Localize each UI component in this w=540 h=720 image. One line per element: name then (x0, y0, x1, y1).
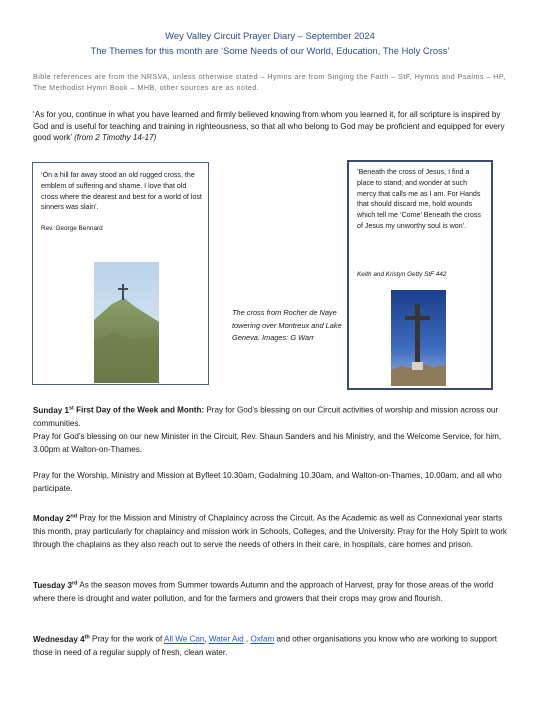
references-note: Bible references are from the NRSVA, unless otherwise stated – Hymns are from Singing the Faith – StF, Hymns and Psalms – HP, The Methodist Hymn Book – MHB, other sources are as noted. (33, 72, 506, 92)
hymn-right-text: ‘Beneath the cross of Jesus, I find a place to stand; and wonder at such mercy that calls me as I am. For Hands that should discard me, hold wounds which tell me ‘Come’ Beneath the cross of Jesus my unworthy soul is won’. (357, 168, 481, 230)
tuesday-entry (33, 577, 513, 605)
tuesday-text: As the season moves from Summer towards Autumn and the approach of Harvest, pray for those areas of the world where there is drought and water pollution, and for the farmers and growers that their crops may grow and flourish. (33, 580, 494, 603)
all-we-can-link[interactable]: All We Can (164, 634, 205, 644)
hymn-left-text: ‘On a hill far away stood an old rugged cross, the emblem of suffering and shame. I love that old cross where the dearest and best for a world of lost sinners was slain’. (41, 171, 202, 212)
water-aid-link[interactable]: Water Aid (208, 634, 244, 644)
scripture-reference: (from 2 Timothy 14-17) (74, 133, 157, 142)
hymn-right-attribution: Keith and Kristyn Getty StF 442 (357, 271, 447, 278)
sunday-text-1: Pray for God’s blessing on our Circuit activities of worship and mission across our communities. (33, 405, 499, 428)
sunday-heading: First Day of the Week and Month: (76, 405, 205, 415)
monday-day-suffix: nd (70, 513, 78, 519)
hymn-left-attribution: Rev. George Bennard (41, 225, 103, 232)
sunday-text-2: Pray for God’s blessing on our new Minister in the Circuit, Rev. Shaun Sanders and his Ministry, and the Welcome Service, for him, 3.00pm at Walton-on-Thames. (33, 432, 502, 455)
tuesday-day-label: Tuesday 3 (33, 580, 72, 590)
wednesday-text-pre: Pray for the work of (92, 634, 163, 644)
scripture-text: ‘As for you, continue in what you have learned and firmly believed knowing from whom you learned it, for all scripture is inspired by God and is useful for teaching and training in righteousness, so that all who belong to God may be proficient and equipped for every good work’ (33, 110, 505, 142)
wednesday-text-post: and other organisations you know who are working to support those in need of a regular supply of fresh, clean water. (33, 634, 497, 657)
cross-summit-photo (391, 290, 446, 386)
wednesday-day-label: Wednesday 4 (33, 634, 85, 644)
hymn-box-right (347, 160, 493, 390)
cross-hill-photo (94, 262, 159, 383)
sunday-day-suffix: st (68, 405, 74, 411)
themes-heading: The Themes for this month are ‘Some Needs of our World, Education, The Holy Cross’ (90, 45, 450, 56)
tuesday-day (33, 581, 78, 590)
monday-text: Pray for the Mission and Ministry of Chaplaincy across the Circuit. As the Academic as well as Connexional year starts this month, pray particularly for chaplaincy and mission work in Schools, Colleges, and the University. Pray for the Holy Spirit to work through the chaplains as they also reach out to serve the needs of others in their care, in hospitals, care homes and prison. (33, 513, 507, 550)
sunday-entry (33, 402, 513, 457)
monday-entry (33, 510, 513, 551)
wednesday-entry: Wednesday 4th Pray for the work of All We Can, Water Aid , Oxfam and other organisations you know who are working to support those in need of a regular supply of fresh, clean water. (33, 634, 497, 657)
monday-day (33, 514, 77, 523)
sunday-worship-entry: Pray for the Worship, Ministry and Mission at Byfleet 10.30am, Godalming 10.30am, and Walton-on-Thames, 10.00am, and all who participate. (33, 471, 502, 494)
wednesday-day-suffix: th (84, 634, 90, 640)
photo-caption: The cross from Rocher de Naye towering over Montreux and Lake Geneva. Images: G Warr (232, 308, 342, 342)
page-title: Wey Valley Circuit Prayer Diary – September 2024 (165, 30, 375, 41)
hymn-box-left (32, 162, 209, 385)
monday-day-label: Monday 2 (33, 513, 71, 523)
oxfam-link[interactable]: Oxfam (250, 634, 275, 644)
scripture-quote (33, 109, 511, 144)
sunday-day (33, 406, 74, 415)
tuesday-day-suffix: rd (72, 580, 78, 586)
wednesday-day (33, 635, 90, 644)
sunday-day-label: Sunday 1 (33, 405, 69, 415)
